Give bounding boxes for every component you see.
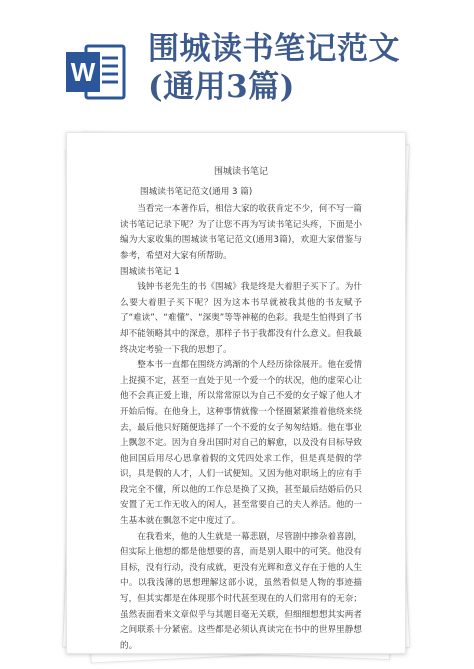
page-title-line-1: 围城读书笔记范文 — [148, 31, 400, 67]
document-subtitle: 围城读书笔记范文(通用 3 篇) — [140, 186, 253, 197]
word-logo-letter: W — [70, 57, 96, 87]
body-paragraph: 钱钟书老先生的书《围城》我是终是大着胆子买下了。为什么要大着胆子买下呢？因为这本书早就被我其他的书友赋予了“难读”、“难懂”、“深奥”等等神秘的色彩。我是生怕得到了书却不能领略其中的深意，那样子书于我都没有什么意义。但我最终决定考验一下我的思想了。 — [120, 282, 362, 355]
page-title-line-2: (通用3篇) — [148, 69, 295, 105]
body-paragraph: 在我看来，他的人生就是一幕悲剧，尽管剧中掺杂着喜剧，但实际上他想的都是他想要的喜，而是别人眼中的可笑。他没有目标，没有行动，没有成就，更没有光辉和意义存在于他的人生中。以我浅薄的思想理解这部小说，虽然看似是人物的事迹描写，但其实都是在体现那个时代甚至现在的人们常用有的无奈；虽然表面看来文章似乎与其题目毫无关联，但细细想想其实两者之间联系十分紧密。这些都是必须认真读完在书中的世界里静想的。 — [120, 531, 362, 651]
body-paragraph: 整本书一直都在围绕方鸿渐的个人经历徐徐展开。他在爱情上捉摸不定，甚至一直处于见一个爱一个的状况，他的虚荣心让他不会真正爱上谁，所以常常原以为自己不爱的女子嫁了他人才开始后悔。在他身上，这种事情就像一个怪圈紧紧推着他绕来绕去，最后他只好随便选择了一个不爱的女子匆匆结婚。他在事业上飘忽不定。因为自身出国时对自己的解愈，以及没有目标导致他回国后用尽心思拿着假的文凭四处求工作，但是真是假的学识，具是假的人才，人们一试便知。又因为他对职场上的应有手段完全不懂，所以他的工作总是换了又换，甚至最后结婚后仍只安置了无工作无收入的闲人，甚至常要自己的夫人养活。他的一生基本就在飘忽不定中度过了。 — [120, 360, 362, 527]
section-title: 围城读书笔记 1 — [120, 266, 180, 277]
intro-paragraph: 当看完一本著作后，相信大家的收获肯定不少，何不写一篇读书笔记记录下呢？为了让您不再为写读书笔记头疼，下面是小编为大家收集的围城读书笔记范文(通用3篇)，欢迎大家借鉴与参考，希望对大家有所帮助。 — [120, 204, 362, 261]
document-body — [120, 165, 362, 654]
document-page — [66, 132, 406, 654]
document-title: 围城读书笔记 — [213, 167, 268, 177]
page-heading — [148, 30, 468, 106]
word-document-icon — [64, 40, 128, 104]
